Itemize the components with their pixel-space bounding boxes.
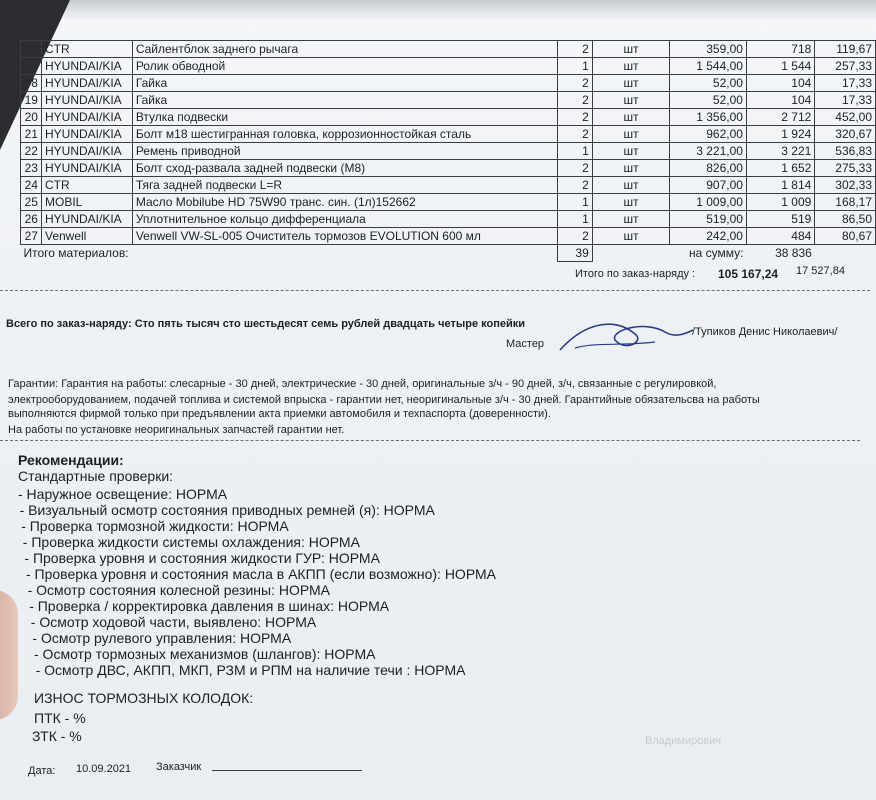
cell-brand: MOBIL	[41, 194, 132, 211]
cell-sum: 3 221	[746, 143, 814, 160]
cell-unit: шт	[592, 58, 670, 75]
cell-qty: 1	[558, 211, 593, 228]
cell-brand: HYUNDAI/KIA	[41, 75, 132, 92]
cell-vat: 257,33	[815, 58, 876, 75]
cell-sum: 1 652	[746, 160, 814, 177]
guarantee-line-3: выполняются фирмой только при предъявлении акта приемки автомобиля и техпаспорта (доверенности).	[8, 408, 551, 420]
cell-vat: 536,83	[815, 143, 876, 160]
cell-num: 27	[21, 228, 42, 245]
cell-sum: 718	[746, 41, 814, 58]
cell-vat: 275,33	[815, 160, 876, 177]
table-row	[21, 228, 876, 245]
order-total-vat: 17 527,84	[796, 265, 845, 277]
cell-unit: шт	[592, 211, 670, 228]
cell-vat: 17,33	[815, 92, 876, 109]
list-item: - Осмотр состояния колесной резины: НОРМА	[27, 582, 331, 598]
cell-unit: шт	[592, 160, 670, 177]
list-item: - Осмотр тормозных механизмов (шлангов): НОРМА	[34, 646, 376, 662]
cell-num: 21	[21, 126, 42, 143]
cell-vat: 168,17	[815, 194, 876, 211]
cell-vat: 302,33	[815, 177, 876, 194]
cell-unit: шт	[592, 143, 670, 160]
table-row	[21, 126, 876, 143]
cell-vat: 17,33	[815, 75, 876, 92]
cell-qty: 2	[558, 92, 593, 109]
list-item: - Осмотр ходовой части, выявлено: НОРМА	[30, 614, 317, 630]
order-total-label: Итого по заказ-наряду :	[575, 268, 696, 280]
cell-name: Масло Mobilube HD 75W90 транс. син. (1л)152662	[132, 194, 557, 211]
divider	[0, 440, 860, 441]
master-name: /Тупиков Денис Николаевич/	[692, 326, 838, 338]
cell-num: 8	[21, 75, 42, 92]
customer-signature-line	[212, 770, 362, 771]
cell-num: 23	[21, 160, 42, 177]
cell-sum: 1 009	[746, 194, 814, 211]
list-item: - Проверка жидкости системы охлаждения: НОРМА	[22, 534, 360, 550]
table-row	[21, 75, 876, 92]
list-item: - Проверка уровня и состояния жидкости ГУР: НОРМА	[24, 550, 380, 566]
cell-brand: HYUNDAI/KIA	[41, 109, 132, 126]
list-item: - Осмотр ДВС, АКПП, МКП, РЗМ и РПМ на наличие течи : НОРМА	[35, 662, 466, 678]
cell-sum: 2 712	[746, 109, 814, 126]
cell-brand: HYUNDAI/KIA	[41, 160, 132, 177]
cell-price: 359,00	[670, 41, 746, 58]
cell-num: 20	[21, 109, 42, 126]
cell-price: 52,00	[670, 92, 746, 109]
finger-edge	[0, 590, 18, 720]
cell-qty: 2	[558, 228, 593, 245]
cell-sum: 484	[746, 228, 814, 245]
cell-price: 907,00	[670, 177, 746, 194]
cell-num: 22	[21, 143, 42, 160]
table-row	[21, 92, 876, 109]
divider	[0, 290, 870, 291]
guarantee-line-4: На работы по установке неоригинальных запчастей гарантии нет.	[8, 424, 345, 436]
cell-brand: CTR	[41, 41, 132, 58]
cell-unit: шт	[592, 194, 670, 211]
cell-vat: 119,67	[815, 41, 876, 58]
table-row	[21, 160, 876, 177]
cell-name: Болт м18 шестигранная головка, коррозионностойкая сталь	[132, 126, 557, 143]
cell-price: 1 009,00	[670, 194, 746, 211]
recommendations-subtitle: Стандартные проверки:	[18, 468, 174, 484]
cell-num: 25	[21, 194, 42, 211]
cell-qty: 2	[558, 41, 593, 58]
materials-total-label: Итого материалов:	[21, 245, 558, 262]
table-row	[21, 143, 876, 160]
table-row	[21, 109, 876, 126]
cell-vat: 320,67	[815, 126, 876, 143]
total-in-words: Всего по заказ-наряду: Сто пять тысяч сто шестьдесят семь рублей двадцать четыре копейки	[6, 318, 526, 330]
cell-sum: 1 924	[746, 126, 814, 143]
materials-total-sum: 38 836	[775, 245, 812, 260]
cell-name: Гайка	[132, 92, 557, 109]
cell-unit: шт	[592, 126, 670, 143]
cell-name: Втулка подвески	[132, 109, 557, 126]
front-pads-value: ПТК - %	[34, 710, 86, 726]
list-item: - Проверка тормозной жидкости: НОРМА	[21, 518, 289, 534]
cell-brand: HYUNDAI/KIA	[41, 58, 132, 75]
materials-total-empty	[815, 245, 876, 262]
list-item: - Проверка / корректировка давления в шинах: НОРМА	[29, 598, 390, 614]
list-item: - Осмотр рулевого управления: НОРМА	[32, 630, 292, 646]
cell-qty: 2	[558, 126, 593, 143]
materials-total-row	[21, 245, 876, 262]
guarantee-line-1: Гарантии: Гарантия на работы: слесарные - 30 дней, электрические - 30 дней, оригинальные з/ч - 90 дней, з/ч, связанные с регулировкой,	[8, 378, 717, 390]
cell-brand: HYUNDAI/KIA	[41, 92, 132, 109]
faded-customer-name: Владимирович	[645, 735, 722, 747]
customer-label: Заказчик	[156, 761, 202, 773]
rear-pads-value: ЗТК - %	[32, 728, 82, 744]
cell-unit: шт	[592, 109, 670, 126]
list-item: - Наружное освещение: НОРМА	[18, 486, 228, 502]
table-row	[21, 41, 876, 58]
cell-price: 3 221,00	[670, 143, 746, 160]
cell-num: 26	[21, 211, 42, 228]
cell-unit: шт	[592, 92, 670, 109]
cell-price: 1 356,00	[670, 109, 746, 126]
cell-num	[21, 58, 42, 75]
cell-vat: 452,00	[815, 109, 876, 126]
cell-num: 19	[21, 92, 42, 109]
table-row	[21, 194, 876, 211]
cell-qty: 2	[558, 75, 593, 92]
cell-price: 52,00	[670, 75, 746, 92]
cell-unit: шт	[592, 177, 670, 194]
list-item: - Визуальный осмотр состояния приводных ремней (я): НОРМА	[19, 502, 435, 518]
list-item: - Проверка уровня и состояния масла в АКПП (если возможно): НОРМА	[26, 566, 497, 582]
cell-qty: 2	[558, 160, 593, 177]
master-signature	[555, 312, 695, 362]
cell-price: 242,00	[670, 228, 746, 245]
date-value: 10.09.2021	[76, 763, 132, 775]
cell-name: Гайка	[132, 75, 557, 92]
cell-qty: 2	[558, 109, 593, 126]
cell-brand: HYUNDAI/KIA	[41, 211, 132, 228]
cell-num: 24	[21, 177, 42, 194]
recommendations-list	[18, 486, 496, 678]
cell-qty: 2	[558, 177, 593, 194]
cell-brand: HYUNDAI/KIA	[41, 143, 132, 160]
cell-sum: 1 814	[746, 177, 814, 194]
cell-sum: 104	[746, 75, 814, 92]
parts-table	[20, 40, 876, 262]
cell-brand: CTR	[41, 177, 132, 194]
cell-num	[21, 41, 42, 58]
cell-unit: шт	[592, 75, 670, 92]
cell-sum: 1 544	[746, 58, 814, 75]
cell-name: Сайлентблок заднего рычага	[132, 41, 557, 58]
cell-price: 1 544,00	[670, 58, 746, 75]
cell-qty: 1	[558, 194, 593, 211]
date-label: Дата:	[28, 765, 56, 777]
cell-name: Ремень приводной	[132, 143, 557, 160]
cell-sum: 519	[746, 211, 814, 228]
cell-unit: шт	[592, 228, 670, 245]
cell-price: 519,00	[670, 211, 746, 228]
recommendations-title: Рекомендации:	[18, 452, 124, 468]
brake-pad-wear-title: ИЗНОС ТОРМОЗНЫХ КОЛОДОК:	[34, 690, 254, 706]
master-label: Мастер	[506, 338, 545, 350]
cell-brand: HYUNDAI/KIA	[41, 126, 132, 143]
table-row	[21, 177, 876, 194]
cell-vat: 80,67	[815, 228, 876, 245]
materials-total-qty: 39	[558, 245, 593, 262]
cell-sum: 104	[746, 92, 814, 109]
cell-name: Ролик обводной	[132, 58, 557, 75]
materials-total-sum-label: на сумму:	[688, 245, 744, 260]
order-total-sum: 105 167,24	[718, 267, 779, 281]
cell-vat: 86,50	[815, 211, 876, 228]
cell-name: Venwell VW-SL-005 Очиститель тормозов EVOLUTION 600 мл	[132, 228, 557, 245]
cell-price: 826,00	[670, 160, 746, 177]
page-shadow	[60, 0, 876, 20]
cell-name: Болт сход-развала задней подвески (М8)	[132, 160, 557, 177]
cell-name: Тяга задней подвески L=R	[132, 177, 557, 194]
guarantee-line-2: электрооборудованием, подачей топлива и системой впрыска - гарантии нет, неоригинальные з/ч - 30 дней. Гарантийные обязательсва на работы	[8, 394, 760, 406]
cell-price: 962,00	[670, 126, 746, 143]
cell-brand: Venwell	[41, 228, 132, 245]
table-row	[21, 58, 876, 75]
cell-name: Уплотнительное кольцо дифференциала	[132, 211, 557, 228]
cell-qty: 1	[558, 58, 593, 75]
cell-unit: шт	[592, 41, 670, 58]
cell-qty: 1	[558, 143, 593, 160]
table-row	[21, 211, 876, 228]
